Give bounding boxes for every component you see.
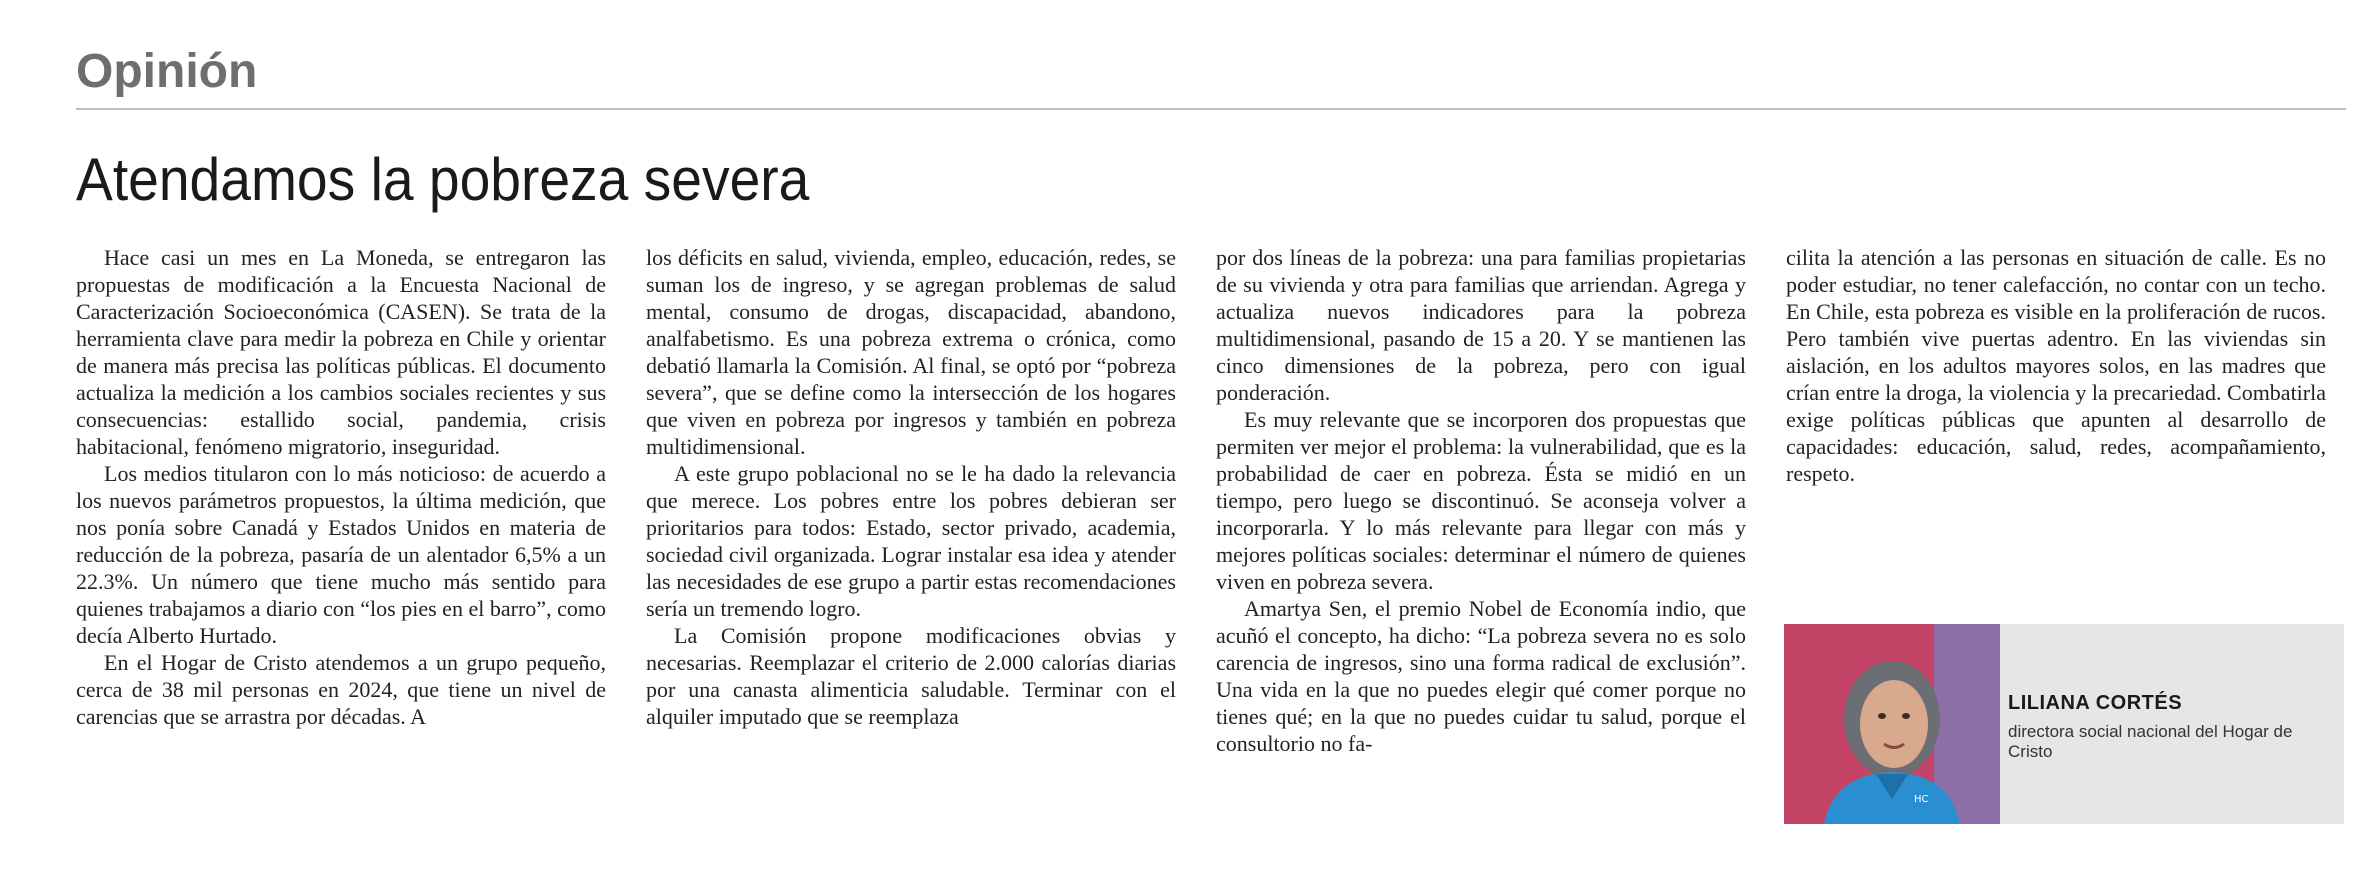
- paragraph: Amartya Sen, el premio Nobel de Economía indio, que acuñó el concepto, ha dicho: “La pobreza severa no es solo carencia de ingresos, sino una forma radical de exclusión”. Una vida en la que no puedes elegir qué comer porque no tienes qué; en la que no puedes cuidar tu salud, porque el consultorio no fa-: [1216, 596, 1746, 756]
- paragraph: cilita la atención a las personas en situación de calle. Es no poder estudiar, no tener calefacción, no contar con un techo. En Chile, esta pobreza es visible en la proliferación de rucos. Pero también vive puertas adentro. En las viviendas sin aislación, en los adultos mayores solos, en las madres que crían entre la droga, la violencia y la precariedad. Combatirla exige políticas públicas que apunten al desarrollo de capacidades: educación, salud, redes, acompañamiento, respeto.: [1786, 245, 2326, 486]
- author-portrait-image: [1784, 624, 2000, 824]
- section-label: Opinión: [76, 45, 258, 98]
- author-name: LILIANA CORTÉS: [2008, 692, 2183, 714]
- headline: Atendamos la pobreza severa: [76, 146, 810, 213]
- paragraph: Los medios titularon con lo más noticioso: de acuerdo a los nuevos parámetros propuestos, la última medición, que nos ponía sobre Canadá y Estados Unidos en materia de reducción de la pobreza, pasaría de un alentador 6,5% a un 22.3%. Un número que tiene mucho más sentido para quienes trabajamos a diario con “los pies en el barro”, como decía Alberto Hurtado.: [76, 461, 606, 648]
- paragraph: Es muy relevante que se incorporen dos propuestas que permiten ver mejor el problema: la vulnerabilidad, que es la probabilidad de caer en pobreza. Ésta se midió en un tiempo, pero luego se discontinuó. Se aconseja volver a incorporarla. Y lo más relevante para llegar con más y mejores políticas sociales: determinar el número de quienes viven en pobreza severa.: [1216, 407, 1746, 594]
- article-column-2: [646, 244, 1176, 730]
- author-photo: [1784, 624, 2000, 824]
- section-divider: [76, 108, 2346, 110]
- article-column-4: [1786, 244, 2326, 487]
- article-column-1: [76, 244, 606, 730]
- paragraph: los déficits en salud, vivienda, empleo, educación, redes, se suman los de ingreso, y se agregan problemas de salud mental, consumo de drogas, discapacidad, abandono, analfabetismo. Es una pobreza extrema o crónica, como debatió llamarla la Comisión. Al final, se optó por “pobreza severa”, que se define como la intersección de los hogares que viven en pobreza por ingresos y también en pobreza multidimensional.: [646, 245, 1176, 459]
- paragraph: La Comisión propone modificaciones obvias y necesarias. Reemplazar el criterio de 2.000 calorías diarias por una canasta alimenticia saludable. Terminar con el alquiler imputado que se reemplaza: [646, 623, 1176, 729]
- paragraph: Hace casi un mes en La Moneda, se entregaron las propuestas de modificación a la Encuesta Nacional de Caracterización Socioeconómica (CASEN). Se trata de la herramienta clave para medir la pobreza en Chile y orientar de manera más precisa las políticas públicas. El documento actualiza la medición a los cambios sociales recientes y sus consecuencias: estallido social, pandemia, crisis habitacional, fenómeno migratorio, inseguridad.: [76, 245, 606, 459]
- article-column-3: [1216, 244, 1746, 757]
- author-role: directora social nacional del Hogar de Cristo: [2008, 722, 2293, 761]
- paragraph: A este grupo poblacional no se le ha dado la relevancia que merece. Los pobres entre los pobres debieran ser prioritarios para todos: Estado, sector privado, academia, sociedad civil organizada. Lograr instalar esa idea y atender las necesidades de ese grupo a partir estas recomendaciones sería un tremendo logro.: [646, 461, 1176, 621]
- svg-text:HC: HC: [1914, 794, 1929, 805]
- paragraph: por dos líneas de la pobreza: una para familias propietarias de su vivienda y otra para familias que arriendan. Agrega y actualiza nuevos indicadores para la pobreza multidimensional, pasando de 15 a 20. Y se mantienen las cinco dimensiones de la pobreza, pero con igual ponderación.: [1216, 245, 1746, 405]
- paragraph: En el Hogar de Cristo atendemos a un grupo pequeño, cerca de 38 mil personas en 2024, que tiene un nivel de carencias que se arrastra por décadas. A: [76, 650, 606, 729]
- author-box: [1784, 624, 2344, 824]
